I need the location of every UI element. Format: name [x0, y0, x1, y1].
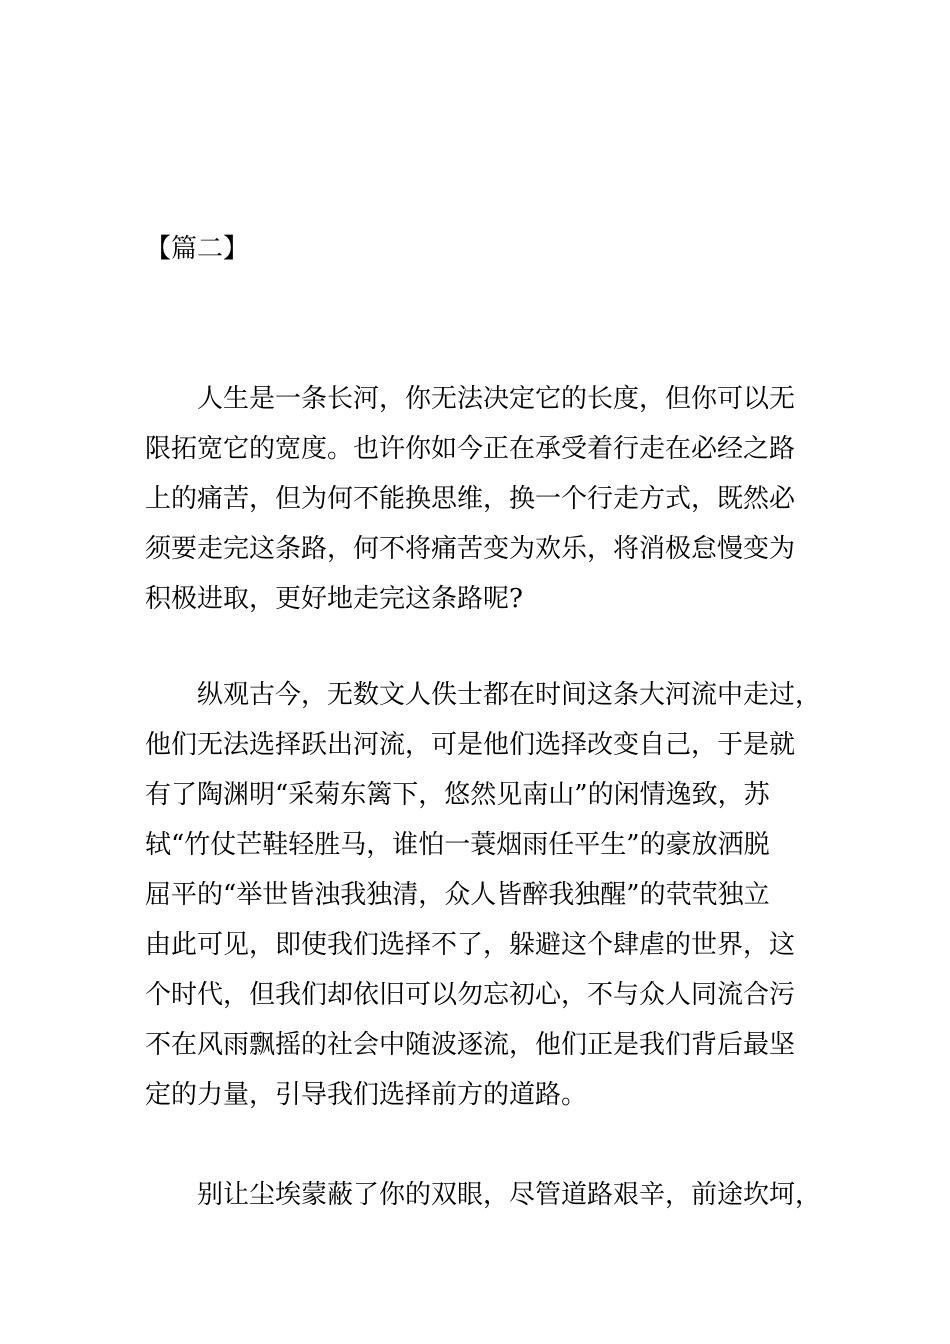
paragraph-line: 他们无法选择跃出河流，可是他们选择改变自己，于是就 [145, 730, 796, 760]
paragraph-line: 由此可见，即使我们选择不了，躲避这个肆虐的世界，这 [145, 930, 796, 960]
paragraph-line: 积极进取，更好地走完这条路呢? [145, 584, 523, 614]
paragraph-line: 别让尘埃蒙蔽了你的双眼，尽管道路艰辛，前途坎坷， [197, 1180, 822, 1210]
section-title: 【篇二】 [145, 234, 250, 264]
paragraph-line: 限拓宽它的宽度。也许你如今正在承受着行走在必经之路 [145, 434, 796, 464]
paragraph-line: 屈平的“举世皆浊我独清，众人皆醉我独醒”的茕茕独立 [145, 880, 770, 910]
paragraph-line: 纵观古今，无数文人佚士都在时间这条大河流中走过， [197, 680, 822, 710]
paragraph-line: 人生是一条长河，你无法决定它的长度，但你可以无 [197, 384, 796, 414]
paragraph-line: 个时代，但我们却依旧可以勿忘初心，不与众人同流合污 [145, 980, 796, 1010]
paragraph-line: 不在风雨飘摇的社会中随波逐流，他们正是我们背后最坚 [145, 1030, 796, 1060]
paragraph-line: 须要走完这条路，何不将痛苦变为欢乐，将消极怠慢变为 [145, 534, 796, 564]
paragraph-line: 定的力量，引导我们选择前方的道路。 [145, 1080, 588, 1110]
paragraph-line: 上的痛苦，但为何不能换思维，换一个行走方式，既然必 [145, 484, 796, 514]
paragraph-line: 有了陶渊明“采菊东篱下，悠然见南山”的闲情逸致，苏 [145, 780, 770, 810]
paragraph-line: 轼“竹仗芒鞋轻胜马，谁怕一蓑烟雨任平生”的豪放洒脱 [145, 830, 770, 860]
